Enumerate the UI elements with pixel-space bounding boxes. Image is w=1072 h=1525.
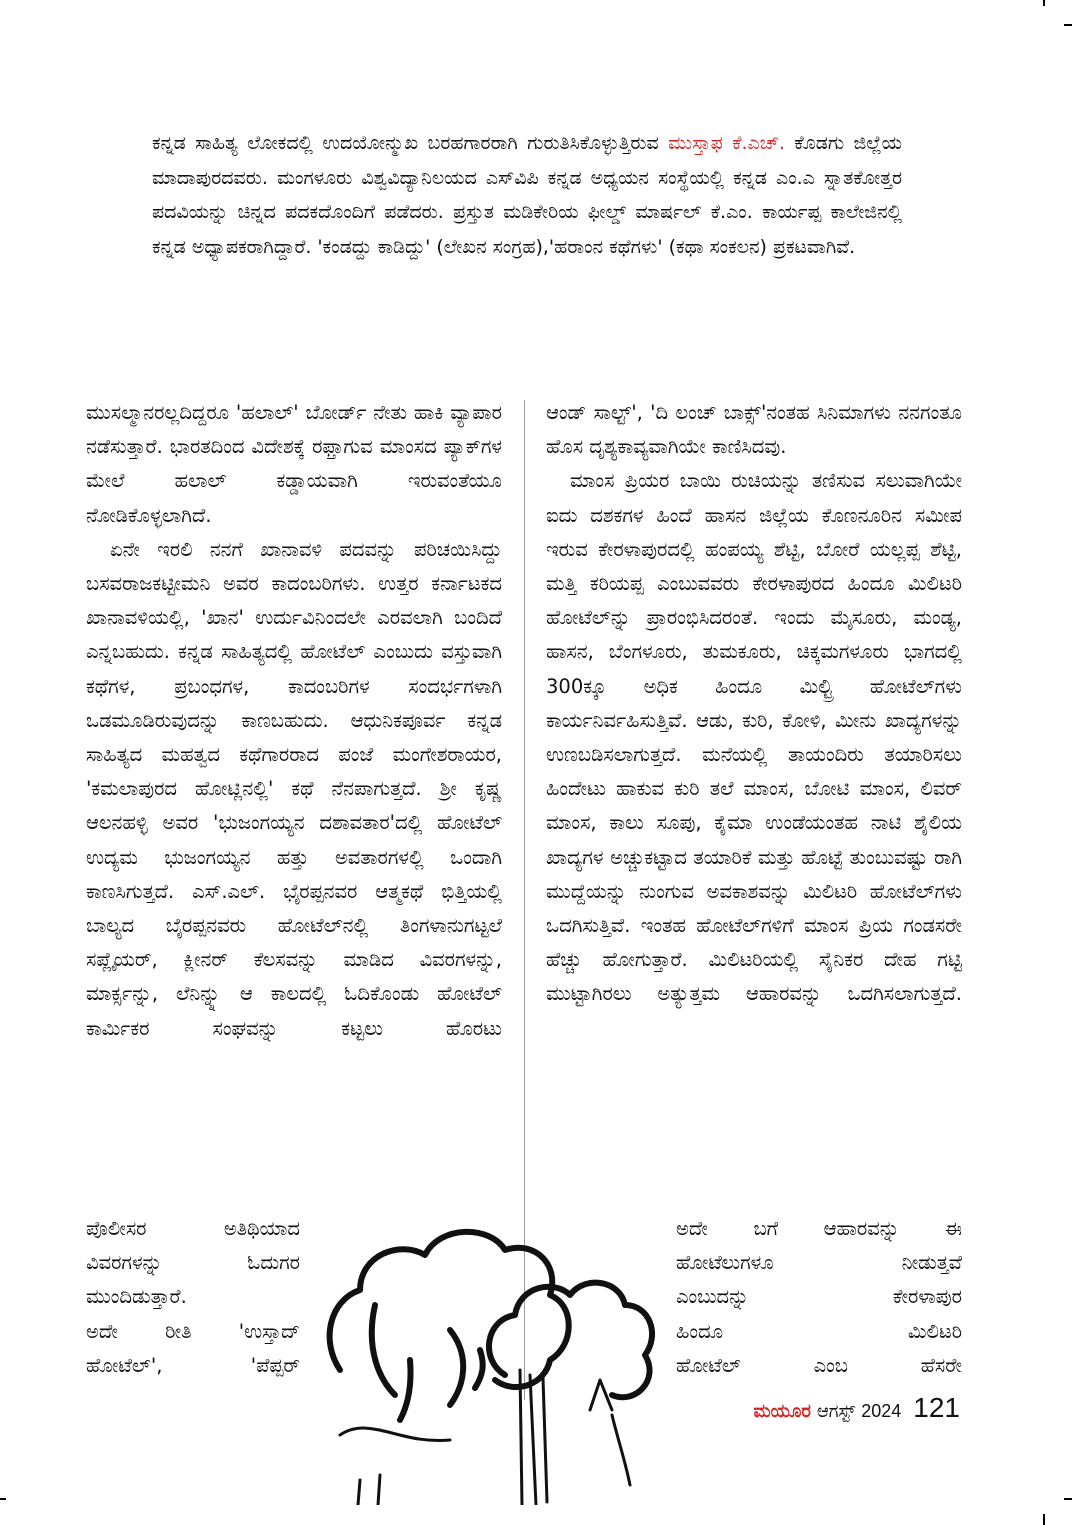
right-tail-line: ಹೋಟೆಲುಗಳೂ ನೀಡುತ್ತವೆ — [676, 1251, 962, 1275]
bio-text: ಕೊಡಗು ಜಿಲ್ಲೆಯ ಮಾದಾಪುರದವರು. ಮಂಗಳೂರು ವಿಶ್ವವಿದ್ಯಾನಿಲಯದ ಎಸ್‌ವಿಪಿ ಕನ್ನಡ ಅಧ್ಯಯನ ಸಂಸ್ಥೆಯಲ್ಲಿ ಕನ್ನಡ ಎಂ.ಎ ಸ್ನಾತಕೋತ್ತರ ಪದವಿಯನ್ನು ಚಿನ್ನದ ಪದಕದೊಂದಿಗೆ ಪಡೆದರು. ಪ್ರಸ್ತುತ ಮಡಿಕೇರಿಯ ಫೀಲ್ಡ್ ಮಾರ್ಷಲ್ ಕೆ.ಎಂ. ಕಾರ್ಯಪ್ಪ ಕಾಲೇಜಿನಲ್ಲಿ ಕನ್ನಡ ಅಧ್ಯಾಪಕರಾಗಿದ್ದಾರೆ. 'ಕಂಡದ್ದು ಕಾಡಿದ್ದು' (ಲೇಖನ ಸಂಗ್ರಹ),'ಹರಾಂನ ಕಥೆಗಳು' (ಕಥಾ ಸಂಕಲನ) ಪ್ರಕಟವಾಗಿವೆ. — [152, 132, 902, 258]
issue-month: ಆಗಸ್ಟ್ — [816, 1401, 856, 1422]
page-footer — [754, 1392, 960, 1424]
left-tail-line: ಪೊಲೀಸರ ಅತಿಥಿಯಾದ — [86, 1217, 300, 1240]
magazine-logo: ಮಯೂರ — [753, 1401, 811, 1422]
left-tail-line: ವಿವರಗಳನ್ನು ಓದುಗರ — [86, 1251, 300, 1275]
left-column — [86, 396, 502, 1046]
right-tail-line: ಎಂಬುದನ್ನು ಕೇರಳಾಪುರ — [676, 1285, 962, 1309]
right-paragraph-2: ಮಾಂಸ ಪ್ರಿಯರ ಬಾಯಿ ರುಚಿಯನ್ನು ತಣಿಸುವ ಸಲುವಾಗಿಯೇ ಐದು ದಶಕಗಳ ಹಿಂದೆ ಹಾಸನ ಜಿಲ್ಲೆಯ ಕೊಣನೂರಿನ ಸಮೀಪ ಇರುವ ಕೇರಳಾಪುರದಲ್ಲಿ ಹಂಪಯ್ಯ ಶೆಟ್ಟಿ, ಬೋರೆ ಯಲ್ಲಪ್ಪ ಶೆಟ್ಟಿ, ಮತ್ತಿ ಕರಿಯಪ್ಪ ಎಂಬುವವರು ಕೇರಳಾಪುರದ ಹಿಂದೂ ಮಿಲಿಟರಿ ಹೋಟೆಲ್‌ನ್ನು ಪ್ರಾರಂಭಿಸಿದರಂತೆ. ಇಂದು ಮೈಸೂರು, ಮಂಡ್ಯ, ಹಾಸನ, ಬೆಂಗಳೂರು, ತುಮಕೂರು, ಚಿಕ್ಕಮಗಳೂರು ಭಾಗದಲ್ಲಿ 300ಕ್ಕೂ ಅಧಿಕ ಹಿಂದೂ ಮಿಲ್ಟ್ರಿ ಹೋಟೆಲ್‌ಗಳು ಕಾರ್ಯನಿರ್ವಹಿಸುತ್ತಿವೆ. ಆಡು, ಕುರಿ, ಕೋಳಿ, ಮೀನು ಖಾದ್ಯಗಳನ್ನು ಉಣಬಡಿಸಲಾಗುತ್ತದೆ. ಮನೆಯಲ್ಲಿ ತಾಯಂದಿರು ತಯಾರಿಸಲು ಹಿಂದೇಟು ಹಾಕುವ ಕುರಿ ತಲೆ ಮಾಂಸ, ಬೋಟಿ ಮಾಂಸ, ಲಿವರ್ ಮಾಂಸ, ಕಾಲು ಸೂಪು, ಕೈಮಾ ಉಂಡೆಯಂತಹ ನಾಟಿ ಶೈಲಿಯ ಖಾದ್ಯಗಳ ಅಚ್ಚುಕಟ್ಟಾದ ತಯಾರಿಕೆ ಮತ್ತು ಹೊಟ್ಟೆ ತುಂಬುವಷ್ಟು ರಾಗಿ ಮುದ್ದೆಯನ್ನು ನುಂಗುವ ಅವಕಾಶವನ್ನು ಮಿಲಿಟರಿ ಹೋಟೆಲ್‌ಗಳು ಒದಗಿಸುತ್ತಿವೆ. ಇಂತಹ ಹೋಟೆಲ್‌ಗಳಿಗೆ ಮಾಂಸ ಪ್ರಿಯ ಗಂಡಸರೇ ಹೆಚ್ಚು ಹೋಗುತ್ತಾರೆ. ಮಿಲಿಟರಿಯಲ್ಲಿ ಸೈನಿಕರ ದೇಹ ಗಟ್ಟಿ ಮುಟ್ಟಾಗಿರಲು ಅತ್ಯುತ್ತಮ ಆಹಾರವನ್ನು ಒದಗಿಸಲಾಗುತ್ತದೆ. — [546, 469, 962, 1006]
right-tail-line: ಅದೇ ಬಗೆ ಆಹಾರವನ್ನು ಈ — [676, 1217, 962, 1240]
page-number: 121 — [913, 1392, 960, 1423]
crop-mark — [1064, 24, 1072, 26]
crop-mark — [1064, 1498, 1072, 1500]
left-tail-line: ಹೋಟೆಲ್', 'ಪೆಪ್ಪರ್ — [86, 1353, 300, 1377]
crop-mark — [1043, 0, 1045, 6]
left-paragraph-1: ಮುಸಲ್ಮಾನರಲ್ಲದಿದ್ದರೂ 'ಹಲಾಲ್' ಬೋರ್ಡ್ ನೇತು ಹಾಕಿ ವ್ಯಾಪಾರ ನಡೆಸುತ್ತಾರೆ. ಭಾರತದಿಂದ ವಿದೇಶಕ್ಕೆ ರಫ್ತಾಗುವ ಮಾಂಸದ ಪ್ಯಾಕ್‌ಗಳ ಮೇಲೆ ಹಲಾಲ್ ಕಡ್ಡಾಯವಾಗಿ ಇರುವಂತೆಯೂ ನೋಡಿಕೊಳ್ಳಲಾಗಿದೆ. — [86, 401, 502, 527]
right-tail-line: ಹೋಟೆಲ್ ಎಂಬ ಹೆಸರೇ — [676, 1353, 962, 1377]
right-tail-line: ಹಿಂದೂ ಮಿಲಿಟರಿ — [676, 1319, 962, 1343]
bio-intro: ಕನ್ನಡ ಸಾಹಿತ್ಯ ಲೋಕದಲ್ಲಿ ಉದಯೋನ್ಮುಖ ಬರಹಗಾರರಾಗಿ ಗುರುತಿಸಿಕೊಳ್ಳುತ್ತಿರುವ — [152, 132, 659, 154]
issue-year: 2024 — [861, 1401, 902, 1421]
crop-mark — [1043, 1514, 1045, 1525]
tree-illustration-icon — [300, 1210, 740, 1505]
left-paragraph-2: ಏನೇ ಇರಲಿ ನನಗೆ ಖಾನಾವಳಿ ಪದವನ್ನು ಪರಿಚಯಿಸಿದ್ದು ಬಸವರಾಜಕಟ್ಟೀಮನಿ ಅವರ ಕಾದಂಬರಿಗಳು. ಉತ್ತರ ಕರ್ನಾಟಕದ ಖಾನಾವಳಿಯಲ್ಲಿ, 'ಖಾನ' ಉರ್ದುವಿನಿಂದಲೇ ಎರವಲಾಗಿ ಬಂದಿದೆ ಎನ್ನಬಹುದು. ಕನ್ನಡ ಸಾಹಿತ್ಯದಲ್ಲಿ ಹೋಟೆಲ್ ಎಂಬುದು ವಸ್ತುವಾಗಿ ಕಥೆಗಳ, ಪ್ರಬಂಧಗಳ, ಕಾದಂಬರಿಗಳ ಸಂದರ್ಭಗಳಾಗಿ ಒಡಮೂಡಿರುವುದನ್ನು ಕಾಣಬಹುದು. ಆಧುನಿಕಪೂರ್ವ ಕನ್ನಡ ಸಾಹಿತ್ಯದ ಮಹತ್ವದ ಕಥೆಗಾರರಾದ ಪಂಜೆ ಮಂಗೇಶರಾಯರ, 'ಕಮಲಾಪುರದ ಹೋಟ್ಲಿನಲ್ಲಿ' ಕಥೆ ನೆನಪಾಗುತ್ತದೆ. ಶ್ರೀ ಕೃಷ್ಣ ಆಲನಹಳ್ಳಿ ಅವರ 'ಭುಜಂಗಯ್ಯನ ದಶಾವತಾರ'ದಲ್ಲಿ ಹೋಟೆಲ್ ಉದ್ಯಮ ಭುಜಂಗಯ್ಯನ ಹತ್ತು ಅವತಾರಗಳಲ್ಲಿ ಒಂದಾಗಿ ಕಾಣಸಿಗುತ್ತದೆ. ಎಸ್.ಎಲ್. ಭೈರಪ್ಪನವರ ಆತ್ಮಕಥೆ ಭಿತ್ತಿಯಲ್ಲಿ ಬಾಲ್ಯದ ಬೈರಪ್ಪನವರು ಹೋಟೆಲ್‌ನಲ್ಲಿ ತಿಂಗಳಾನುಗಟ್ಟಲೆ ಸಪ್ಲೈಯರ್, ಕ್ಲೀನರ್ ಕೆಲಸವನ್ನು ಮಾಡಿದ ವಿವರಗಳನ್ನು, ಮಾರ್ಕ್ಸನ್ನು, ಲೆನಿನ್ನ್ನು ಆ ಕಾಲದಲ್ಲಿ ಓದಿಕೊಂಡು ಹೋಟೆಲ್ ಕಾರ್ಮಿಕರ ಸಂಘವನ್ನು ಕಟ್ಟಲು ಹೊರಟು — [86, 537, 502, 1040]
author-bio — [152, 126, 902, 264]
left-column-tail — [86, 1212, 300, 1383]
left-tail-line: ಮುಂದಿಡುತ್ತಾರೆ. — [86, 1285, 187, 1309]
crop-mark — [0, 1498, 6, 1500]
right-paragraph-1: ಆಂಡ್ ಸಾಲ್ಟ್', 'ದಿ ಲಂಚ್ ಬಾಕ್ಸ್'ನಂತಹ ಸಿನಿಮಾಗಳು ನನಗಂತೂ ಹೊಸ ದೃಶ್ಯಕಾವ್ಯವಾಗಿಯೇ ಕಾಣಿಸಿದವು. — [546, 401, 962, 459]
author-name: ಮುಸ್ತಾಫ ಕೆ.ಎಚ್. — [668, 132, 785, 154]
left-tail-line: ಅದೇ ರೀತಿ 'ಉಸ್ತಾದ್ — [86, 1319, 300, 1343]
right-column — [546, 396, 962, 1012]
